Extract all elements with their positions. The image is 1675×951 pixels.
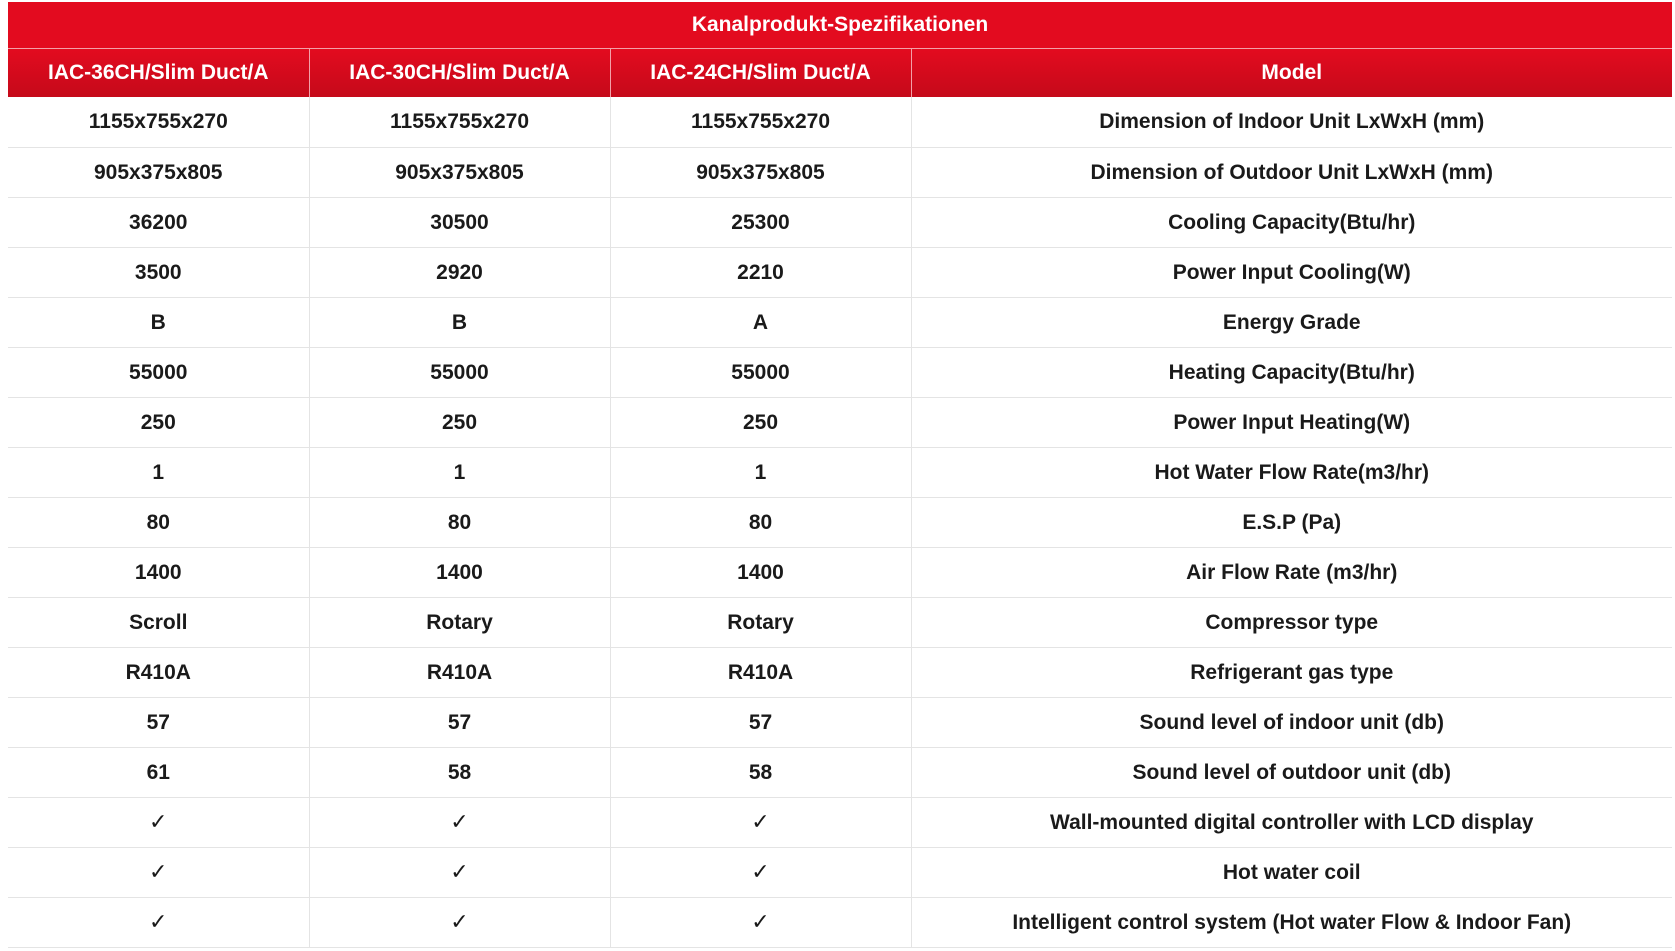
column-header-iac-36ch: IAC-36CH/Slim Duct/A bbox=[8, 49, 309, 97]
value-iac-30ch: R410A bbox=[309, 648, 610, 698]
spec-label: Sound level of outdoor unit (db) bbox=[911, 748, 1672, 798]
value-iac-30ch: 1155x755x270 bbox=[309, 97, 610, 148]
value-iac-24ch: 1 bbox=[610, 448, 911, 498]
spec-label: Cooling Capacity(Btu/hr) bbox=[911, 198, 1672, 248]
spec-label: Hot water coil bbox=[911, 848, 1672, 898]
check-icon: ✓ bbox=[309, 848, 610, 898]
value-iac-30ch: 30500 bbox=[309, 198, 610, 248]
spec-label: E.S.P (Pa) bbox=[911, 498, 1672, 548]
spec-table bbox=[8, 49, 1672, 948]
value-iac-30ch: 58 bbox=[309, 748, 610, 798]
value-iac-36ch: 80 bbox=[8, 498, 309, 548]
value-iac-30ch: 2920 bbox=[309, 248, 610, 298]
value-iac-30ch: 1400 bbox=[309, 548, 610, 598]
header-row bbox=[8, 49, 1672, 97]
value-iac-24ch: 1400 bbox=[610, 548, 911, 598]
spec-label: Heating Capacity(Btu/hr) bbox=[911, 348, 1672, 398]
spec-label: Hot Water Flow Rate(m3/hr) bbox=[911, 448, 1672, 498]
value-iac-24ch: 57 bbox=[610, 698, 911, 748]
value-iac-36ch: B bbox=[8, 298, 309, 348]
table-row bbox=[8, 97, 1672, 148]
value-iac-24ch: Rotary bbox=[610, 598, 911, 648]
spec-label: Intelligent control system (Hot water Flow & Indoor Fan) bbox=[911, 898, 1672, 948]
value-iac-30ch: 1 bbox=[309, 448, 610, 498]
spec-table-body bbox=[8, 97, 1672, 948]
check-icon: ✓ bbox=[610, 848, 911, 898]
value-iac-36ch: 1400 bbox=[8, 548, 309, 598]
table-row bbox=[8, 398, 1672, 448]
table-row bbox=[8, 148, 1672, 198]
table-row bbox=[8, 798, 1672, 848]
spec-label: Power Input Cooling(W) bbox=[911, 248, 1672, 298]
table-row bbox=[8, 198, 1672, 248]
column-header-iac-30ch: IAC-30CH/Slim Duct/A bbox=[309, 49, 610, 97]
value-iac-30ch: 57 bbox=[309, 698, 610, 748]
value-iac-30ch: 905x375x805 bbox=[309, 148, 610, 198]
value-iac-30ch: 80 bbox=[309, 498, 610, 548]
column-header-iac-24ch: IAC-24CH/Slim Duct/A bbox=[610, 49, 911, 97]
spec-label: Refrigerant gas type bbox=[911, 648, 1672, 698]
value-iac-36ch: 905x375x805 bbox=[8, 148, 309, 198]
value-iac-36ch: Scroll bbox=[8, 598, 309, 648]
table-row bbox=[8, 348, 1672, 398]
table-row bbox=[8, 498, 1672, 548]
check-icon: ✓ bbox=[610, 898, 911, 948]
value-iac-30ch: 55000 bbox=[309, 348, 610, 398]
table-row bbox=[8, 248, 1672, 298]
value-iac-36ch: 3500 bbox=[8, 248, 309, 298]
table-row bbox=[8, 598, 1672, 648]
value-iac-24ch: 80 bbox=[610, 498, 911, 548]
table-row bbox=[8, 298, 1672, 348]
spec-label: Energy Grade bbox=[911, 298, 1672, 348]
table-row bbox=[8, 898, 1672, 948]
value-iac-30ch: 250 bbox=[309, 398, 610, 448]
value-iac-36ch: 1 bbox=[8, 448, 309, 498]
table-row bbox=[8, 748, 1672, 798]
spec-label: Dimension of Indoor Unit LxWxH (mm) bbox=[911, 97, 1672, 148]
check-icon: ✓ bbox=[8, 848, 309, 898]
value-iac-36ch: 55000 bbox=[8, 348, 309, 398]
spec-label: Power Input Heating(W) bbox=[911, 398, 1672, 448]
table-row bbox=[8, 848, 1672, 898]
value-iac-24ch: 55000 bbox=[610, 348, 911, 398]
spec-table-container bbox=[8, 2, 1672, 948]
value-iac-36ch: 61 bbox=[8, 748, 309, 798]
value-iac-24ch: 250 bbox=[610, 398, 911, 448]
value-iac-24ch: A bbox=[610, 298, 911, 348]
table-row bbox=[8, 648, 1672, 698]
spec-label: Compressor type bbox=[911, 598, 1672, 648]
column-header-model: Model bbox=[911, 49, 1672, 97]
table-row bbox=[8, 548, 1672, 598]
spec-label: Air Flow Rate (m3/hr) bbox=[911, 548, 1672, 598]
value-iac-36ch: R410A bbox=[8, 648, 309, 698]
value-iac-36ch: 57 bbox=[8, 698, 309, 748]
spec-label: Wall-mounted digital controller with LCD display bbox=[911, 798, 1672, 848]
value-iac-30ch: Rotary bbox=[309, 598, 610, 648]
value-iac-36ch: 36200 bbox=[8, 198, 309, 248]
value-iac-24ch: R410A bbox=[610, 648, 911, 698]
value-iac-24ch: 2210 bbox=[610, 248, 911, 298]
check-icon: ✓ bbox=[610, 798, 911, 848]
table-title: Kanalprodukt-Spezifikationen bbox=[8, 2, 1672, 49]
check-icon: ✓ bbox=[8, 798, 309, 848]
table-row bbox=[8, 698, 1672, 748]
value-iac-24ch: 905x375x805 bbox=[610, 148, 911, 198]
check-icon: ✓ bbox=[309, 898, 610, 948]
value-iac-36ch: 250 bbox=[8, 398, 309, 448]
value-iac-24ch: 25300 bbox=[610, 198, 911, 248]
value-iac-24ch: 1155x755x270 bbox=[610, 97, 911, 148]
check-icon: ✓ bbox=[8, 898, 309, 948]
value-iac-30ch: B bbox=[309, 298, 610, 348]
table-row bbox=[8, 448, 1672, 498]
value-iac-24ch: 58 bbox=[610, 748, 911, 798]
check-icon: ✓ bbox=[309, 798, 610, 848]
value-iac-36ch: 1155x755x270 bbox=[8, 97, 309, 148]
spec-label: Sound level of indoor unit (db) bbox=[911, 698, 1672, 748]
spec-label: Dimension of Outdoor Unit LxWxH (mm) bbox=[911, 148, 1672, 198]
